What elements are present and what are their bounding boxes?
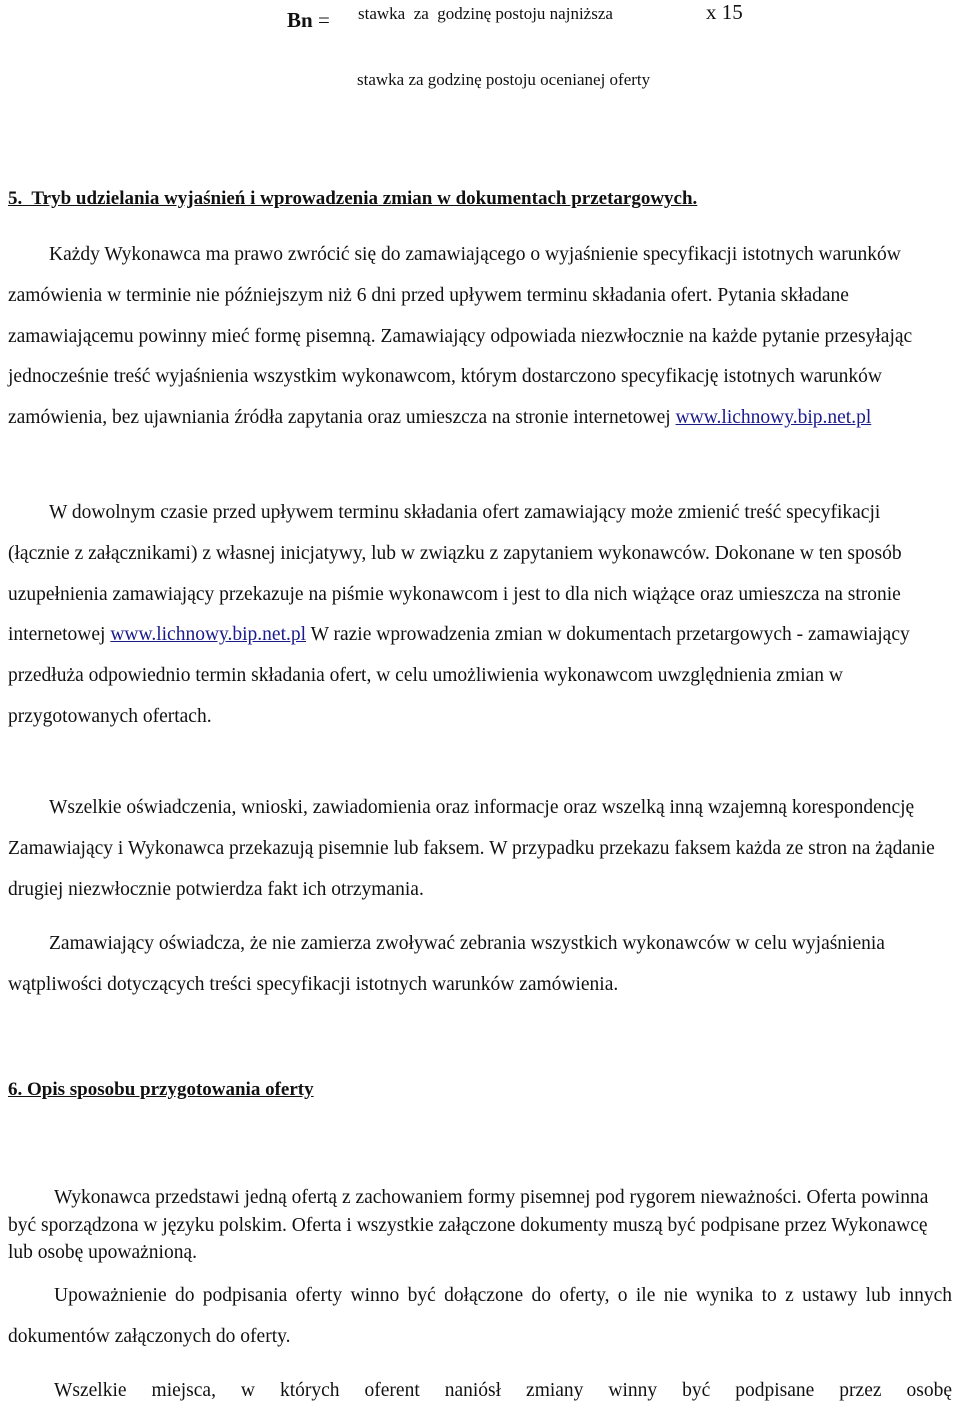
bip-link[interactable]: www.lichnowy.bip.net.pl	[110, 624, 307, 646]
formula-multiplier: x 15	[706, 0, 743, 24]
paragraph-text: Wszelkie oświadczenia, wnioski, zawiadomienia oraz informacje oraz wszelką inną wzajemną korespondencję Zamawiający i Wykonawca przekazują pisemnie lub faksem. W przypadku przekazu faksem każda ze stron na żądanie drugiej niezwłocznie potwierdza fakt ich otrzymania.	[8, 797, 935, 900]
paragraph-text: Każdy Wykonawca ma prawo zwrócić się do zamawiającego o wyjaśnienie specyfikacji istotnych warunków zamówienia w terminie nie późniejszym niż 6 dni przed upływem terminu składania ofert. Pytania składane zamawiającemu powinny mieć formę pisemną. Zamawiający odpowiada niezwłocznie na każde pytanie przesyłając jednocześnie treść wyjaśnienia wszystkim wykonawcom, którym dostarczono specyfikację istotnych warunków zamówienia, bez ujawniania źródła zapytania oraz umieszcza na stronie internetowej	[8, 244, 913, 429]
formula-denominator: stawka za godzinę postoju ocenianej oferty	[357, 70, 651, 89]
formula-lhs	[287, 8, 330, 33]
paragraph-text-tail: W razie wprowadzenia zmian w dokumentach przetargowych - zamawiający przedłuża odpowiednio termin składania ofert, w celu umożliwienia wykonawcom uwzględnienia zmian w przygotowanych ofertach.	[8, 624, 910, 727]
formula-numerator: stawka za godzinę postoju najniższa	[358, 4, 613, 23]
section-6-paragraph-2	[8, 1275, 952, 1357]
section-6-paragraph-3	[8, 1370, 952, 1411]
section-6-heading: 6. Opis sposobu przygotowania oferty	[8, 1079, 314, 1100]
section-5-heading: 5. Tryb udzielania wyjaśnień i wprowadzenia zmian w dokumentach przetargowych.	[8, 188, 698, 209]
paragraph-text: Wykonawca przedstawi jedną ofertą z zachowaniem formy pisemnej pod rygorem nieważności. Oferta powinna być sporządzona w języku polskim. Oferta i wszystkie załączone dokumenty muszą być podpisane przez Wykonawcę lub osobę upoważnioną.	[8, 1187, 929, 1263]
paragraph-text: Upoważnienie do podpisania oferty winno być dołączone do oferty, o ile nie wynika to z ustawy lub innych dokumentów załączonych do oferty.	[8, 1285, 952, 1347]
formula-equals: =	[317, 8, 330, 32]
section-5-paragraph-1	[8, 235, 940, 439]
bip-link[interactable]: www.lichnowy.bip.net.pl	[675, 407, 872, 429]
paragraph-text: Zamawiający oświadcza, że nie zamierza zwoływać zebrania wszystkich wykonawców w celu wyjaśnienia wątpliwości dotyczących treści specyfikacji istotnych warunków zamówienia.	[8, 933, 885, 995]
paragraph-text: Wszelkie miejsca, w których oferent naniósł zmiany winny być podpisane przez osobę	[54, 1380, 952, 1401]
section-5-paragraph-4	[8, 924, 940, 1006]
formula-symbol: Bn	[287, 8, 313, 32]
section-5-paragraph-3	[8, 788, 940, 910]
paragraph-text: W dowolnym czasie przed upływem terminu składania ofert zamawiający może zmienić treść specyfikacji (łącznie z załącznikami) z własnej inicjatywy, lub w związku z zapytaniem wykonawców. Dokonane w ten sposób uzupełnienia zamawiający przekazuje na piśmie wykonawcom i jest to dla nich wiążące oraz umieszcza na stronie internetowej	[8, 502, 902, 646]
section-5-paragraph-2	[8, 493, 940, 738]
section-6-paragraph-1	[8, 1184, 952, 1267]
